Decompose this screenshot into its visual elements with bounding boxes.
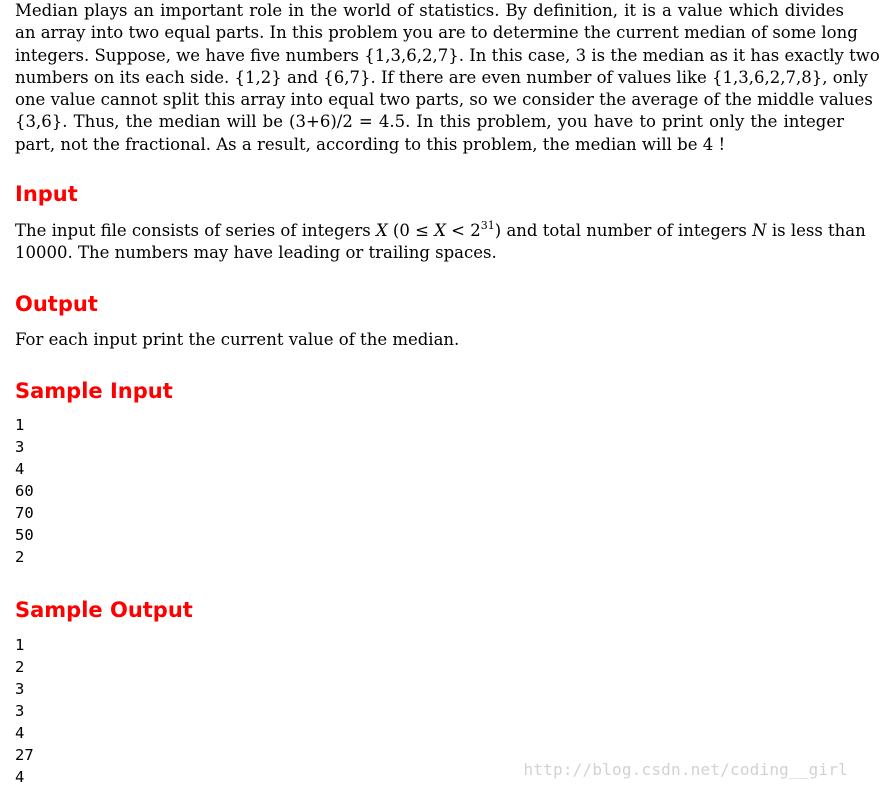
sample-input-value: 2 — [15, 548, 25, 566]
sample-output-heading: Sample Output — [15, 598, 193, 622]
sample-output-value: 2 — [15, 658, 25, 676]
input-description — [15, 218, 866, 265]
var-x: X — [375, 221, 388, 240]
intro-line-3: integers. Suppose, we have five numbers {1,3,6,2,7}. In this case, 3 is the median as it has exactly two — [15, 45, 880, 65]
intro-line-5: one value cannot split this array into equal two parts, so we consider the average of the middle values — [15, 90, 873, 110]
sample-output-value: 4 — [15, 724, 25, 742]
intro-line-6: {3,6}. Thus, the median will be (3+6)/2 = 4.5. In this problem, you have to print only the integer — [15, 112, 844, 132]
sample-output-value: 27 — [15, 746, 34, 764]
intro-line-4: numbers on its each side. {1,2} and {6,7}. If there are even number of values like {1,3,6,2,7,8}, only — [15, 67, 868, 87]
exponent: 31 — [480, 218, 495, 232]
sample-input-heading: Sample Input — [15, 379, 173, 403]
watermark-url: http://blog.csdn.net/coding__girl — [523, 760, 848, 779]
sample-input-value: 70 — [15, 504, 34, 522]
var-x-2: X — [434, 221, 446, 240]
input-line-1-pre: The input file consists of series of integers — [15, 221, 376, 240]
sample-input-value: 3 — [15, 438, 25, 456]
sample-output-list — [15, 634, 34, 788]
intro-line-2: an array into two equal parts. In this problem you are to determine the current median of some long — [15, 23, 858, 43]
sample-output-value: 1 — [15, 636, 25, 654]
input-line-1-end: is less than — [766, 221, 866, 240]
output-description: For each input print the current value of the median. — [15, 330, 460, 349]
input-line-1-post: and total number of integers — [501, 221, 753, 240]
sample-output-value: 3 — [15, 680, 25, 698]
sample-input-value: 1 — [15, 416, 25, 434]
output-heading: Output — [15, 292, 98, 316]
range-open: (0 ≤ — [387, 221, 435, 240]
input-line-1 — [15, 218, 866, 242]
sample-output-value: 4 — [15, 768, 25, 786]
intro-line-1: Median plays an important role in the world of statistics. By definition, it is a value which divides — [15, 1, 844, 20]
sample-output-value: 3 — [15, 702, 25, 720]
sample-input-value: 4 — [15, 460, 25, 478]
input-heading: Input — [15, 182, 78, 206]
range-mid: < 2 — [445, 221, 481, 240]
range-close: ) — [494, 221, 502, 240]
sample-input-value: 60 — [15, 482, 34, 500]
intro-line-7: part, not the fractional. As a result, according to this problem, the median will be 4 ! — [15, 134, 726, 154]
sample-input-value: 50 — [15, 526, 34, 544]
input-line-2: 10000. The numbers may have leading or trailing spaces. — [15, 243, 497, 263]
intro-paragraph — [15, 0, 880, 156]
var-n: N — [752, 221, 767, 240]
sample-input-list — [15, 414, 34, 568]
